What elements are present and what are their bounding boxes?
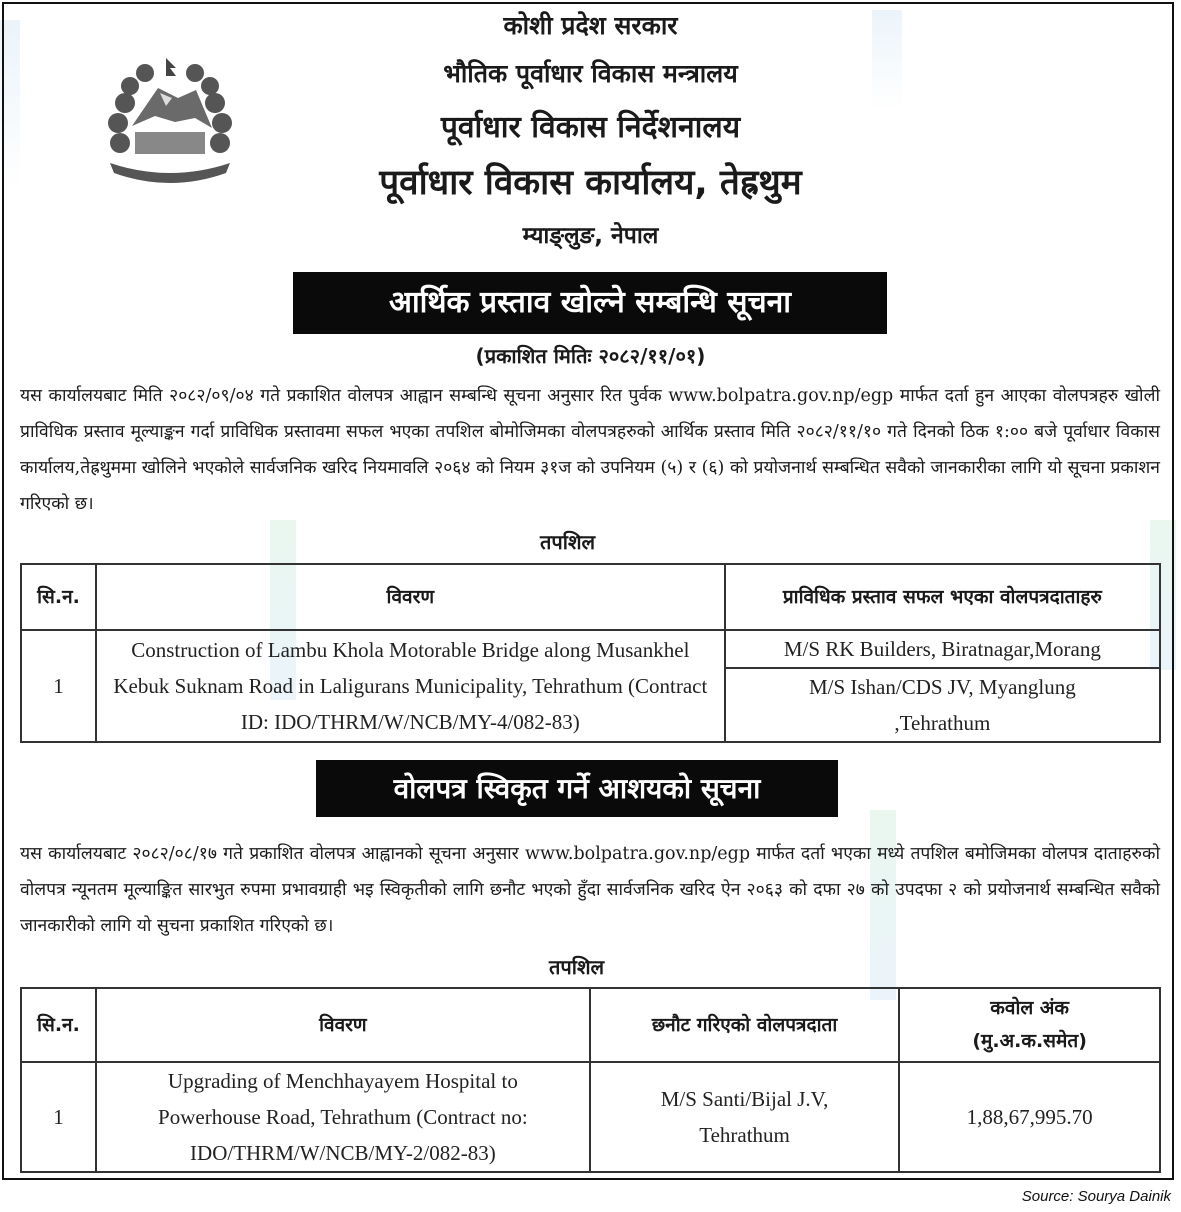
notice1-title-banner: आर्थिक प्रस्ताव खोल्ने सम्बन्धि सूचना [293,272,887,334]
col-header-description: विवरण [96,564,725,630]
cell-sn: 1 [21,1062,96,1172]
header-ministry: भौतिक पूर्वाधार विकास मन्त्रालय [443,59,738,88]
col-header-description: विवरण [96,988,590,1062]
table-header-row [21,988,1160,1062]
table-row [21,630,1160,668]
notice2-schedule-label: तपशिल [549,955,605,979]
source-caption: Source: Sourya Dainik [1021,1188,1171,1205]
notice2-table [20,987,1161,1173]
col-header-sn: सि.न. [21,988,96,1062]
cell-description: Construction of Lambu Khola Motorable Bridge along Musankhel Kebuk Suknam Road in Laligurans Municipality, Tehrathum (Contract ID: IDO/THRM/W/NCB/MY-4/082-83) [96,630,725,742]
notice1-body: यस कार्यालयबाट मिति २०८२/०९/०४ गते प्रकाशित वोलपत्र आह्वान सम्बन्धि सूचना अनुसार रित पुर्वक www.bolpatra.gov.np/egp मार्फत दर्ता हुन आएका वोलपत्रहरु खोली प्राविधिक प्रस्ताव मूल्याङ्कन गर्दा प्राविधिक प्रस्तावमा सफल भएका तपशिल बोमोजिमका वोलपत्रहरुको आर्थिक प्रस्ताव मिति २०८२/११/१० गते दिनको ठिक १:०० बजे पूर्वाधार विकास कार्यालय,तेह्रथुममा खोलिने भएकोले सार्वजनिक खरिद नियमावलि २०६४ को नियम ३१ज को उपनियम (५) र (६) को प्रयोजनार्थ सम्बन्धित सवैको जानकारीका लागि यो सूचना प्रकाशन गरिएको छ। [20,386,1160,514]
table-header-row [21,564,1160,630]
notice1-table [20,563,1161,743]
header-province: कोशी प्रदेश सरकार [503,11,678,40]
notice2-body: यस कार्यालयबाट २०८२/०८/१७ गते प्रकाशित वोलपत्र आह्वानको सूचना अनुसार www.bolpatra.gov.np/egp मार्फत दर्ता भएका मध्ये तपशिल बमोजिमका वोलपत्र दाताहरुको वोलपत्र न्यूनतम मूल्याङ्कित सारभुत रुपमा प्रभावग्राही भइ स्विकृतीको लागि छनौट भएको हुँदा सार्वजनिक खरिद ऐन २०६३ को दफा २७ को उपदफा २ को प्रयोजनार्थ सम्बन्धित सवैको जानकारीको लागि यो सुचना प्रकाशित गरिएको छ। [20,844,1160,936]
header-directorate: पूर्वाधार विकास निर्देशनालय [440,110,741,145]
cell-bidder: M/S Ishan/CDS JV, Myanglung ,Tehrathum [725,668,1160,742]
col-header-bid-amount: कवोल अंक (मु.अ.क.समेत) [899,988,1160,1062]
header-office: पूर्वाधार विकास कार्यालय, तेह्रथुम [379,163,802,203]
cell-bidder: M/S RK Builders, Biratnagar,Morang [725,630,1160,668]
cell-amount: 1,88,67,995.70 [899,1062,1160,1172]
header-location: म्याङ्लुङ, नेपाल [522,223,659,249]
col-header-selected-bidder: छनौट गरिएको वोलपत्रदाता [590,988,899,1062]
notice2-title-banner: वोलपत्र स्विकृत गर्ने आशयको सूचना [316,760,838,817]
table-row [21,1062,1160,1172]
published-date: (प्रकाशित मितिः २०८२/११/०१) [475,344,706,368]
notice1-schedule-label: तपशिल [540,530,596,554]
col-header-sn: सि.न. [21,564,96,630]
cell-sn: 1 [21,630,96,742]
cell-description: Upgrading of Menchhayayem Hospital to Powerhouse Road, Tehrathum (Contract no: IDO/THRM/W/NCB/MY-2/082-83) [96,1062,590,1172]
col-header-bidders: प्राविधिक प्रस्ताव सफल भएका वोलपत्रदाताहरु [725,564,1160,630]
cell-bidder: M/S Santi/Bijal J.V, Tehrathum [590,1062,899,1172]
